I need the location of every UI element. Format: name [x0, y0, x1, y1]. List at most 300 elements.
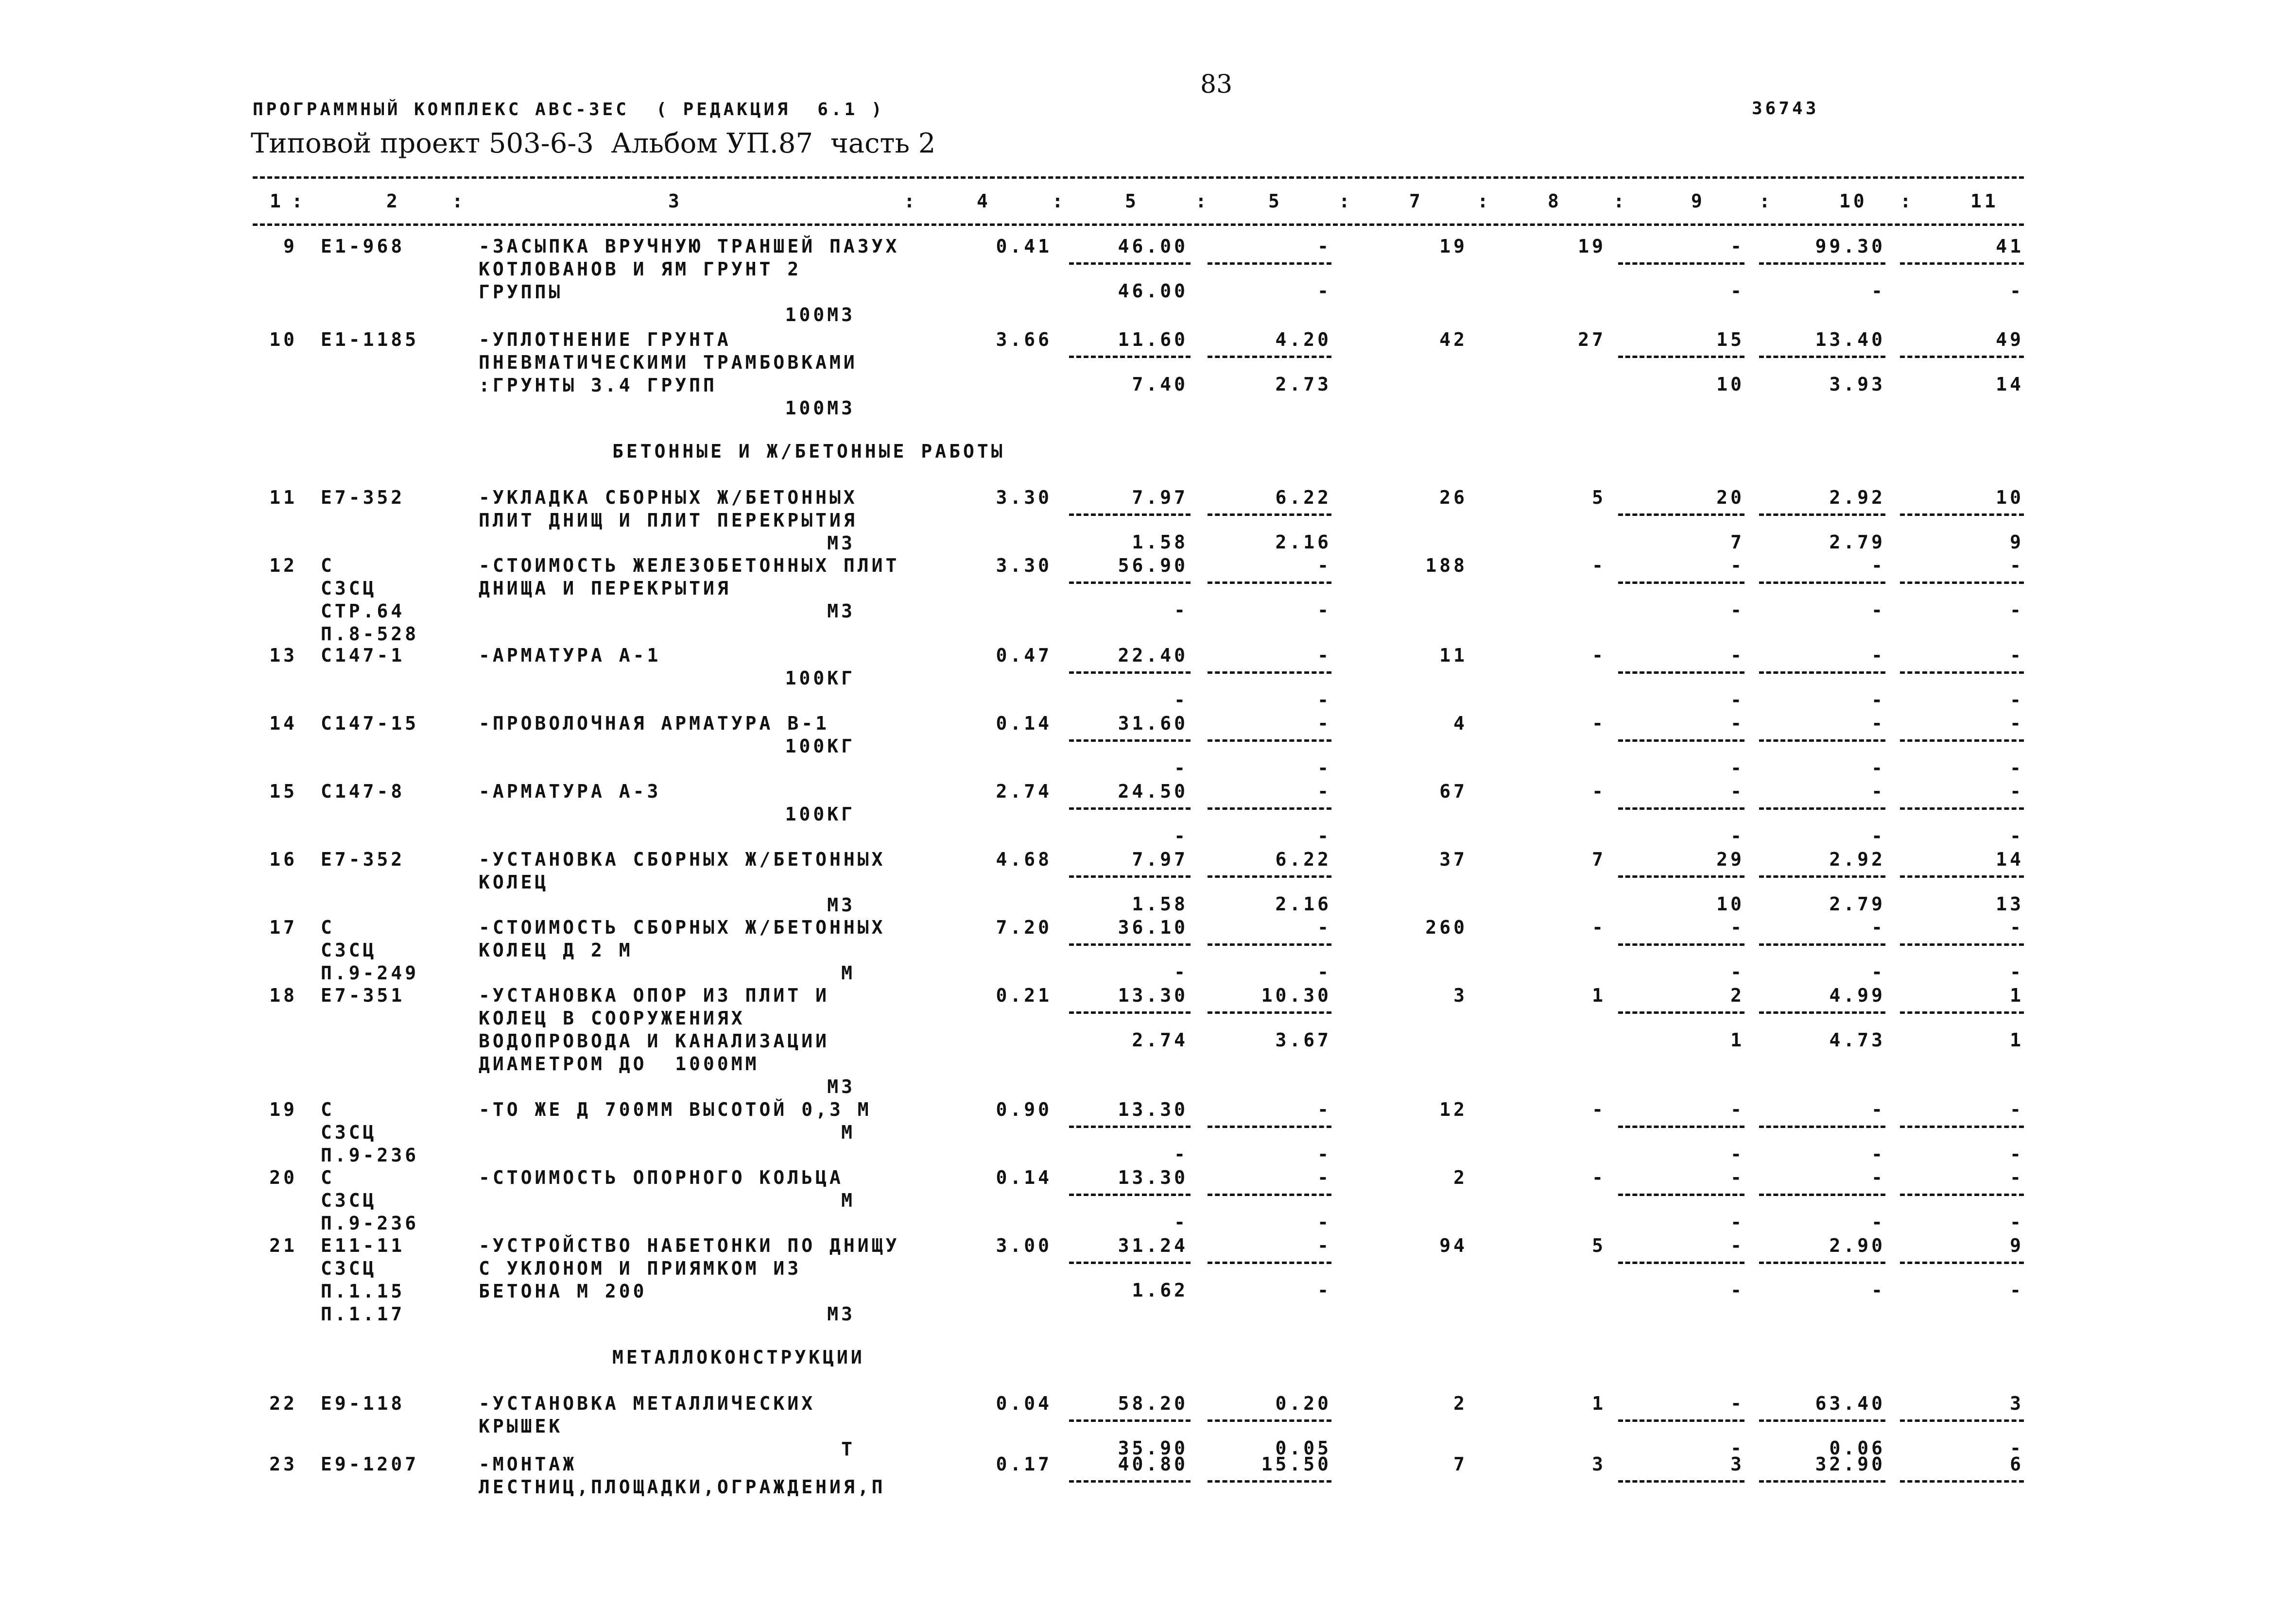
cell-divider: [1069, 875, 1191, 878]
column-header-2: 2: [386, 190, 400, 212]
cell-col9-top: 2: [1730, 985, 1744, 1006]
cell-divider: [1759, 1262, 1885, 1264]
cell-divider: [1900, 943, 2024, 946]
cell-col10-bottom: 2.79: [1829, 893, 1885, 915]
cell-col7: 26: [1439, 487, 1467, 508]
cell-col9-bottom: -: [1730, 280, 1744, 302]
cell-divider: [1618, 807, 1744, 810]
row-description: ДИАМЕТРОМ ДО 1000ММ: [479, 1053, 760, 1075]
column-header-11: :: [1339, 190, 1353, 212]
cell-divider: [1900, 356, 2024, 358]
cell-col10-bottom: -: [1871, 1144, 1885, 1165]
cell-col10-top: 63.40: [1815, 1393, 1885, 1414]
cell-col10-bottom: -: [1871, 961, 1885, 983]
cell-col9-top: -: [1730, 917, 1744, 938]
cell-col10-top: 2.92: [1829, 487, 1885, 508]
cell-col10-top: -: [1871, 645, 1885, 666]
cell-col10-top: 2.90: [1829, 1235, 1885, 1256]
cell-divider: [1618, 1480, 1744, 1483]
cell-col6-top: -: [1317, 555, 1331, 576]
row-code: П.9-249: [321, 962, 419, 984]
cell-divider: [1759, 1011, 1885, 1014]
cell-col10-bottom: -: [1871, 280, 1885, 302]
cell-col11-top: -: [2010, 781, 2024, 802]
cell-col11-top: 9: [2010, 1235, 2024, 1256]
cell-divider: [1069, 1480, 1191, 1483]
row-unit: Т: [841, 1438, 855, 1460]
cell-col6-bottom: 2.16: [1275, 893, 1331, 915]
cell-col5-top: 13.30: [1118, 1099, 1188, 1120]
cell-col11-top: 10: [1996, 487, 2024, 508]
cell-col5-top: 31.24: [1118, 1235, 1188, 1256]
cell-quantity: 3.66: [996, 329, 1052, 350]
cell-col8: 27: [1578, 329, 1606, 350]
cell-divider: [1069, 671, 1191, 674]
cell-col11-top: -: [2010, 555, 2024, 576]
cell-divider: [1759, 262, 1885, 265]
cell-col11-bottom: -: [2010, 599, 2024, 621]
cell-col9-top: -: [1730, 1167, 1744, 1188]
cell-col11-bottom: 9: [2010, 531, 2024, 553]
cell-divider: [1069, 1011, 1191, 1014]
cell-col9-top: -: [1730, 645, 1744, 666]
cell-col6-top: 10.30: [1261, 985, 1331, 1006]
column-header-5: :: [904, 190, 918, 212]
cell-divider: [1069, 1262, 1191, 1264]
cell-divider: [1208, 1194, 1331, 1196]
cell-divider: [1900, 1262, 2024, 1264]
cell-col11-top: -: [2010, 645, 2024, 666]
row-description: :ГРУНТЫ 3.4 ГРУПП: [479, 375, 717, 396]
row-code: Е7-352: [321, 487, 405, 508]
cell-col6-bottom: -: [1317, 280, 1331, 302]
cell-divider: [1208, 262, 1331, 265]
cell-col9-bottom: 10: [1716, 374, 1744, 395]
row-number: 12: [269, 555, 297, 576]
cell-col5-top: 11.60: [1118, 329, 1188, 350]
row-description: КРЫШЕК: [479, 1416, 563, 1437]
cell-col7: 37: [1439, 849, 1467, 870]
row-number: 23: [269, 1453, 297, 1475]
cell-col8: -: [1592, 713, 1606, 734]
column-header-0: 1: [270, 190, 284, 212]
cell-divider: [1208, 1419, 1331, 1422]
document-number: 36743: [1752, 99, 1819, 119]
cell-divider: [1208, 1262, 1331, 1264]
cell-divider: [1759, 671, 1885, 674]
row-number: 21: [269, 1235, 297, 1256]
cell-quantity: 0.21: [996, 985, 1052, 1006]
cell-quantity: 0.90: [996, 1099, 1052, 1120]
cell-divider: [1900, 671, 2024, 674]
cell-divider: [1759, 513, 1885, 516]
cell-col10-bottom: 2.79: [1829, 531, 1885, 553]
cell-col5-bottom: -: [1174, 961, 1188, 983]
row-description: С УКЛОНОМ И ПРИЯМКОМ ИЗ: [479, 1258, 802, 1279]
cell-col5-top: 24.50: [1118, 781, 1188, 802]
column-header-19: :: [1900, 190, 1914, 212]
row-unit: М: [841, 962, 855, 984]
cell-col9-bottom: 1: [1730, 1029, 1744, 1051]
cell-col10-bottom: -: [1871, 689, 1885, 711]
cell-col9-bottom: -: [1730, 825, 1744, 847]
row-description: КОЛЕЦ: [479, 871, 549, 893]
cell-col5-bottom: -: [1174, 599, 1188, 621]
cell-col9-top: -: [1730, 555, 1744, 576]
cell-col9-top: -: [1730, 1393, 1744, 1414]
row-unit: 100КГ: [785, 803, 855, 825]
row-description: -УПЛОТНЕНИЕ ГРУНТА: [479, 329, 731, 350]
column-header-6: 4: [977, 190, 991, 212]
cell-col5-bottom: 1.58: [1132, 893, 1188, 915]
cell-divider: [1069, 1194, 1191, 1196]
cell-col6-top: 0.20: [1275, 1393, 1331, 1414]
cell-col8: -: [1592, 1167, 1606, 1188]
cell-col5-bottom: -: [1174, 757, 1188, 779]
cell-divider: [1759, 1419, 1885, 1422]
cell-divider: [1759, 943, 1885, 946]
cell-divider: [1069, 1126, 1191, 1128]
cell-col8: 7: [1592, 849, 1606, 870]
row-description: -АРМАТУРА А-1: [479, 645, 661, 666]
row-code: П.9-236: [321, 1213, 419, 1234]
cell-quantity: 0.14: [996, 713, 1052, 734]
cell-col6-top: 4.20: [1275, 329, 1331, 350]
cell-col10-top: -: [1871, 713, 1885, 734]
cell-col6-bottom: -: [1317, 825, 1331, 847]
cell-quantity: 0.17: [996, 1453, 1052, 1475]
cell-col10-top: -: [1871, 781, 1885, 802]
cell-col8: -: [1592, 781, 1606, 802]
cell-divider: [1069, 581, 1191, 584]
row-description: ПНЕВМАТИЧЕСКИМИ ТРАМБОВКАМИ: [479, 352, 858, 373]
cell-col9-top: -: [1730, 781, 1744, 802]
cell-col10-bottom: 0.06: [1829, 1437, 1885, 1459]
cell-col7: 67: [1439, 781, 1467, 802]
row-code: П.1.15: [321, 1281, 405, 1302]
cell-col6-top: 6.22: [1275, 487, 1331, 508]
row-code: Е9-118: [321, 1393, 405, 1414]
cell-col9-top: 3: [1730, 1453, 1744, 1475]
cell-divider: [1208, 1126, 1331, 1128]
cell-divider: [1069, 943, 1191, 946]
cell-divider: [1900, 1480, 2024, 1483]
cell-col10-bottom: -: [1871, 1212, 1885, 1233]
cell-col6-bottom: -: [1317, 1212, 1331, 1233]
cell-col9-bottom: -: [1730, 599, 1744, 621]
row-description: КОЛЕЦ Д 2 М: [479, 940, 633, 961]
cell-divider: [1069, 739, 1191, 742]
cell-col5-top: 22.40: [1118, 645, 1188, 666]
cell-col11-bottom: -: [2010, 961, 2024, 983]
cell-col9-bottom: -: [1730, 961, 1744, 983]
row-unit: М: [841, 1190, 855, 1211]
cell-col10-bottom: 3.93: [1829, 374, 1885, 395]
cell-divider: [1208, 943, 1331, 946]
row-description: -СТОИМОСТЬ СБОРНЫХ Ж/БЕТОННЫХ: [479, 917, 886, 938]
row-code: С3СЦ: [321, 1190, 377, 1211]
cell-col5-bottom: 1.62: [1132, 1280, 1188, 1301]
cell-quantity: 7.20: [996, 917, 1052, 938]
row-number: 19: [269, 1099, 297, 1120]
row-number: 13: [269, 645, 297, 666]
cell-col7: 3: [1453, 985, 1467, 1006]
cell-divider: [1618, 671, 1744, 674]
cell-col10-top: -: [1871, 1167, 1885, 1188]
cell-col5-bottom: 46.00: [1118, 280, 1188, 302]
cell-col11-bottom: -: [2010, 1144, 2024, 1165]
row-description: -СТОИМОСТЬ ОПОРНОГО КОЛЬЦА: [479, 1167, 844, 1188]
cell-col5-bottom: -: [1174, 1212, 1188, 1233]
row-description: -ТО ЖЕ Д 700ММ ВЫСОТОЙ 0,3 М: [479, 1099, 872, 1120]
cell-quantity: 2.74: [996, 781, 1052, 802]
project-line: Типовой проект 503-6-3 Альбом УП.87 часть 2: [251, 128, 936, 159]
cell-divider: [1208, 1480, 1331, 1483]
cell-divider: [1759, 1480, 1885, 1483]
row-code: СТР.64: [321, 600, 405, 622]
cell-divider: [1618, 356, 1744, 358]
cell-col8: -: [1592, 917, 1606, 938]
column-header-18: 10: [1839, 190, 1867, 212]
row-number: 11: [269, 487, 297, 508]
cell-divider: [1618, 875, 1744, 878]
cell-col9-top: -: [1730, 1099, 1744, 1120]
column-header-16: 9: [1691, 190, 1705, 212]
section-title-concrete: БЕТОННЫЕ И Ж/БЕТОННЫЕ РАБОТЫ: [612, 441, 1005, 462]
row-description: ЛЕСТНИЦ,ПЛОЩАДКИ,ОГРАЖДЕНИЯ,П: [479, 1476, 886, 1498]
row-code: Е7-351: [321, 985, 405, 1006]
row-code: Е7-352: [321, 849, 405, 870]
cell-divider: [1618, 1194, 1744, 1196]
cell-col10-top: 2.92: [1829, 849, 1885, 870]
cell-col11-top: 3: [2010, 1393, 2024, 1414]
row-code: С147-15: [321, 713, 419, 734]
cell-col5-top: 7.97: [1132, 487, 1188, 508]
cell-divider: [1069, 513, 1191, 516]
cell-divider: [1208, 875, 1331, 878]
column-header-15: :: [1613, 190, 1627, 212]
cell-quantity: 3.30: [996, 487, 1052, 508]
cell-col10-top: 99.30: [1815, 236, 1885, 257]
column-header-17: :: [1759, 190, 1773, 212]
row-unit: 100КГ: [785, 667, 855, 689]
cell-divider: [1618, 262, 1744, 265]
cell-col9-bottom: 7: [1730, 531, 1744, 553]
row-unit: М3: [827, 894, 855, 916]
column-header-12: 7: [1409, 190, 1423, 212]
cell-col7: 2: [1453, 1167, 1467, 1188]
row-code: С3СЦ: [321, 1258, 377, 1279]
cell-col7: 188: [1425, 555, 1467, 576]
cell-col6-top: -: [1317, 781, 1331, 802]
cell-divider: [1618, 1262, 1744, 1264]
row-number: 22: [269, 1393, 297, 1414]
cell-divider: [1900, 1126, 2024, 1128]
cell-col8: 1: [1592, 985, 1606, 1006]
row-number: 20: [269, 1167, 297, 1188]
column-header-4: 3: [668, 190, 682, 212]
cell-divider: [1759, 1194, 1885, 1196]
cell-col11-bottom: 14: [1996, 374, 2024, 395]
cell-divider: [1900, 1011, 2024, 1014]
cell-col11-bottom: -: [2010, 757, 2024, 779]
cell-quantity: 3.30: [996, 555, 1052, 576]
cell-quantity: 0.41: [996, 236, 1052, 257]
cell-col6-bottom: -: [1317, 689, 1331, 711]
cell-col6-bottom: -: [1317, 599, 1331, 621]
cell-col11-top: -: [2010, 917, 2024, 938]
cell-col8: 19: [1578, 236, 1606, 257]
row-code: С: [321, 1167, 335, 1188]
cell-col8: -: [1592, 645, 1606, 666]
row-description: -СТОИМОСТЬ ЖЕЛЕЗОБЕТОННЫХ ПЛИТ: [479, 555, 900, 576]
cell-divider: [1759, 356, 1885, 358]
row-number: 15: [269, 781, 297, 802]
cell-col9-bottom: -: [1730, 1212, 1744, 1233]
row-code: П.9-236: [321, 1145, 419, 1166]
cell-col11-bottom: -: [2010, 689, 2024, 711]
cell-col9-top: -: [1730, 1235, 1744, 1256]
cell-divider: [1900, 513, 2024, 516]
cell-divider: [1900, 1419, 2024, 1422]
cell-col11-top: 41: [1996, 236, 2024, 257]
column-header-3: :: [452, 190, 466, 212]
cell-col8: 1: [1592, 1393, 1606, 1414]
row-code: С3СЦ: [321, 578, 377, 599]
cell-col11-top: -: [2010, 713, 2024, 734]
column-header-1: :: [292, 190, 306, 212]
cell-col11-bottom: -: [2010, 280, 2024, 302]
cell-col8: 5: [1592, 487, 1606, 508]
cell-col5-top: 31.60: [1118, 713, 1188, 734]
cell-col9-bottom: -: [1730, 1144, 1744, 1165]
cell-col9-bottom: -: [1730, 689, 1744, 711]
row-code: С: [321, 555, 335, 576]
cell-col10-top: -: [1871, 555, 1885, 576]
column-header-7: :: [1052, 190, 1066, 212]
cell-col5-bottom: 35.90: [1118, 1437, 1188, 1459]
cell-col5-top: 56.90: [1118, 555, 1188, 576]
row-code: С3СЦ: [321, 1122, 377, 1143]
row-number: 9: [283, 236, 297, 257]
row-number: 10: [269, 329, 297, 350]
cell-col6-top: 6.22: [1275, 849, 1331, 870]
cell-col7: 7: [1453, 1453, 1467, 1475]
cell-divider: [1208, 513, 1331, 516]
cell-quantity: 4.68: [996, 849, 1052, 870]
cell-col8: 3: [1592, 1453, 1606, 1475]
cell-col10-top: -: [1871, 917, 1885, 938]
cell-divider: [1069, 807, 1191, 810]
row-code: П.1.17: [321, 1303, 405, 1325]
cell-col5-top: 58.20: [1118, 1393, 1188, 1414]
cell-divider: [1208, 739, 1331, 742]
cell-col8: -: [1592, 555, 1606, 576]
cell-quantity: 3.00: [996, 1235, 1052, 1256]
cell-col5-top: 36.10: [1118, 917, 1188, 938]
row-unit: М3: [827, 600, 855, 622]
row-description: ДНИЩА И ПЕРЕКРЫТИЯ: [479, 578, 731, 599]
column-header-20: 11: [1970, 190, 1999, 212]
cell-col11-top: 1: [2010, 985, 2024, 1006]
row-description: ВОДОПРОВОДА И КАНАЛИЗАЦИИ: [479, 1030, 829, 1052]
row-description: -УСТРОЙСТВО НАБЕТОНКИ ПО ДНИЩУ: [479, 1235, 900, 1256]
cell-divider: [1208, 807, 1331, 810]
cell-divider: [1069, 1419, 1191, 1422]
cell-col10-bottom: -: [1871, 599, 1885, 621]
row-number: 16: [269, 849, 297, 870]
cell-col11-bottom: -: [2010, 825, 2024, 847]
cell-divider: [1618, 739, 1744, 742]
row-number: 17: [269, 917, 297, 938]
cell-col5-bottom: -: [1174, 689, 1188, 711]
cell-divider: [1618, 943, 1744, 946]
cell-divider: [1618, 513, 1744, 516]
row-description: ГРУППЫ: [479, 281, 563, 303]
row-code: С147-1: [321, 645, 405, 666]
cell-col6-bottom: 2.16: [1275, 531, 1331, 553]
cell-divider: [1069, 262, 1191, 265]
cell-col7: 260: [1425, 917, 1467, 938]
cell-divider: [1759, 581, 1885, 584]
column-header-8: 5: [1125, 190, 1139, 212]
row-description: -УСТАНОВКА МЕТАЛЛИЧЕСКИХ: [479, 1393, 816, 1414]
cell-col9-top: -: [1730, 236, 1744, 257]
cell-divider: [1759, 1126, 1885, 1128]
row-description: КОЛЕЦ В СООРУЖЕНИЯХ: [479, 1008, 745, 1029]
cell-col10-top: 32.90: [1815, 1453, 1885, 1475]
cell-col10-bottom: -: [1871, 757, 1885, 779]
cell-col6-top: -: [1317, 645, 1331, 666]
cell-col6-top: -: [1317, 236, 1331, 257]
cell-col6-bottom: 0.05: [1275, 1437, 1331, 1459]
cell-col9-top: 29: [1716, 849, 1744, 870]
cell-quantity: 0.47: [996, 645, 1052, 666]
cell-col6-top: -: [1317, 917, 1331, 938]
cell-quantity: 0.14: [996, 1167, 1052, 1188]
cell-col6-bottom: 2.73: [1275, 374, 1331, 395]
cell-divider: [1069, 356, 1191, 358]
cell-col10-top: -: [1871, 1099, 1885, 1120]
cell-quantity: 0.04: [996, 1393, 1052, 1414]
cell-col11-bottom: -: [2010, 1280, 2024, 1301]
cell-col6-top: -: [1317, 1167, 1331, 1188]
cell-col9-bottom: -: [1730, 1437, 1744, 1459]
row-number: 18: [269, 985, 297, 1006]
cell-col11-bottom: 13: [1996, 893, 2024, 915]
program-line: ПРОГРАММНЫЙ КОМПЛЕКС АВС-3ЕС ( РЕДАКЦИЯ 6.1 ): [253, 100, 885, 120]
row-description: -УСТАНОВКА ОПОР ИЗ ПЛИТ И: [479, 985, 829, 1006]
cell-col11-bottom: -: [2010, 1212, 2024, 1233]
row-code: С: [321, 917, 335, 938]
cell-col10-bottom: 4.73: [1829, 1029, 1885, 1051]
cell-divider: [1900, 739, 2024, 742]
cell-col5-bottom: -: [1174, 1144, 1188, 1165]
row-code: Е9-1207: [321, 1453, 419, 1475]
cell-col10-top: 4.99: [1829, 985, 1885, 1006]
cell-col7: 94: [1439, 1235, 1467, 1256]
cell-col6-top: -: [1317, 1099, 1331, 1120]
cell-col11-top: -: [2010, 1167, 2024, 1188]
row-code: Е1-1185: [321, 329, 419, 350]
column-header-13: :: [1477, 190, 1491, 212]
row-description: КОТЛОВАНОВ И ЯМ ГРУНТ 2: [479, 258, 802, 280]
cell-col8: 5: [1592, 1235, 1606, 1256]
cell-col10-bottom: -: [1871, 1280, 1885, 1301]
cell-divider: [1208, 581, 1331, 584]
cell-col11-top: 49: [1996, 329, 2024, 350]
row-description: -УКЛАДКА СБОРНЫХ Ж/БЕТОННЫХ: [479, 487, 858, 508]
